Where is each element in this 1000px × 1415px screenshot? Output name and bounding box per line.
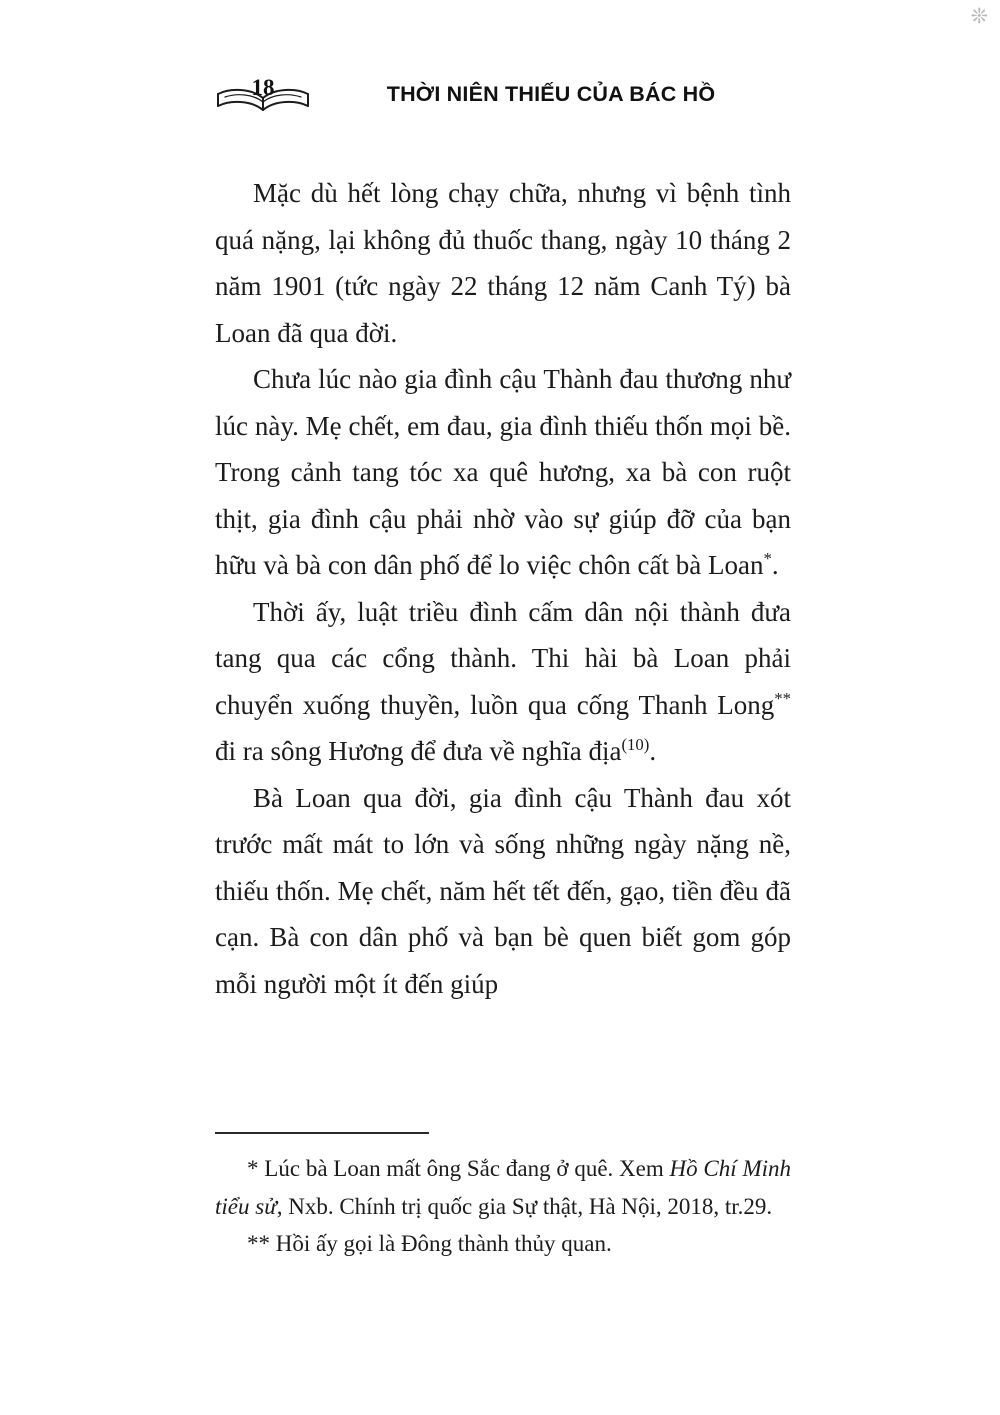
footnote-text: * Lúc bà Loan mất ông Sắc đang ở quê. Xem <box>247 1156 670 1181</box>
page-number: 18 <box>251 75 275 100</box>
footnote-text: ** Hồi ấy gọi là Đông thành thủy quan. <box>247 1231 612 1256</box>
footnote-separator <box>215 1132 429 1134</box>
paragraph <box>215 356 791 589</box>
footnotes <box>215 1150 791 1263</box>
paragraph-text: Chưa lúc nào gia đình cậu Thành đau thương như lúc này. Mẹ chết, em đau, gia đình thiếu thốn mọi bề. Trong cảnh tang tóc xa quê hương, xa bà con ruột thịt, gia đình cậu phải nhờ vào sự giúp đỡ của bạn hữu và bà con dân phố để lo việc chôn cất bà Loan <box>215 364 791 580</box>
running-title: THỜI NIÊN THIẾU CỦA BÁC HỒ <box>386 82 716 106</box>
paragraph <box>215 775 791 1008</box>
footnote-item <box>215 1225 791 1263</box>
corner-snowflake-icon: ❊ <box>970 4 988 28</box>
footnote-marker: * <box>763 549 772 568</box>
paragraph-text: Mặc dù hết lòng chạy chữa, nhưng vì bệnh tình quá nặng, lại không đủ thuốc thang, ngày 10 tháng 2 năm 1901 (tức ngày 22 tháng 12 năm Canh Tý) bà Loan đã qua đời. <box>215 178 791 348</box>
paragraph-text: . <box>649 736 657 766</box>
footnote-text: , Nxb. Chính trị quốc gia Sự thật, Hà Nội, 2018, tr.29. <box>276 1193 773 1219</box>
endnote-marker: (10) <box>621 735 650 754</box>
paragraph-text: . <box>771 550 779 580</box>
paragraph-text: Thời ấy, luật triều đình cấm dân nội thành đưa tang qua các cổng thành. Thi hài bà Loan phải chuyển xuống thuyền, luồn qua cống Thanh Long <box>215 596 791 720</box>
body-text <box>215 170 791 1007</box>
footnote-marker: ** <box>774 688 791 708</box>
page-header <box>215 74 791 120</box>
footnote-book-title: Hồ Chí Minh tiểu sử <box>215 1156 791 1219</box>
paragraph-text: đi ra sông Hương để đưa về nghĩa địa <box>215 736 622 766</box>
paragraph <box>215 589 791 775</box>
footnote-item <box>215 1150 791 1225</box>
paragraph <box>215 170 791 356</box>
paragraph-text: Bà Loan qua đời, gia đình cậu Thành đau xót trước mất mát to lớn và sống những ngày nặng nề, thiếu thốn. Mẹ chết, năm hết tết đến, gạo, tiền đều đã cạn. Bà con dân phố và bạn bè quen biết gom góp mỗi người một ít đến giúp <box>215 782 791 999</box>
page-number-ornament <box>215 74 311 120</box>
